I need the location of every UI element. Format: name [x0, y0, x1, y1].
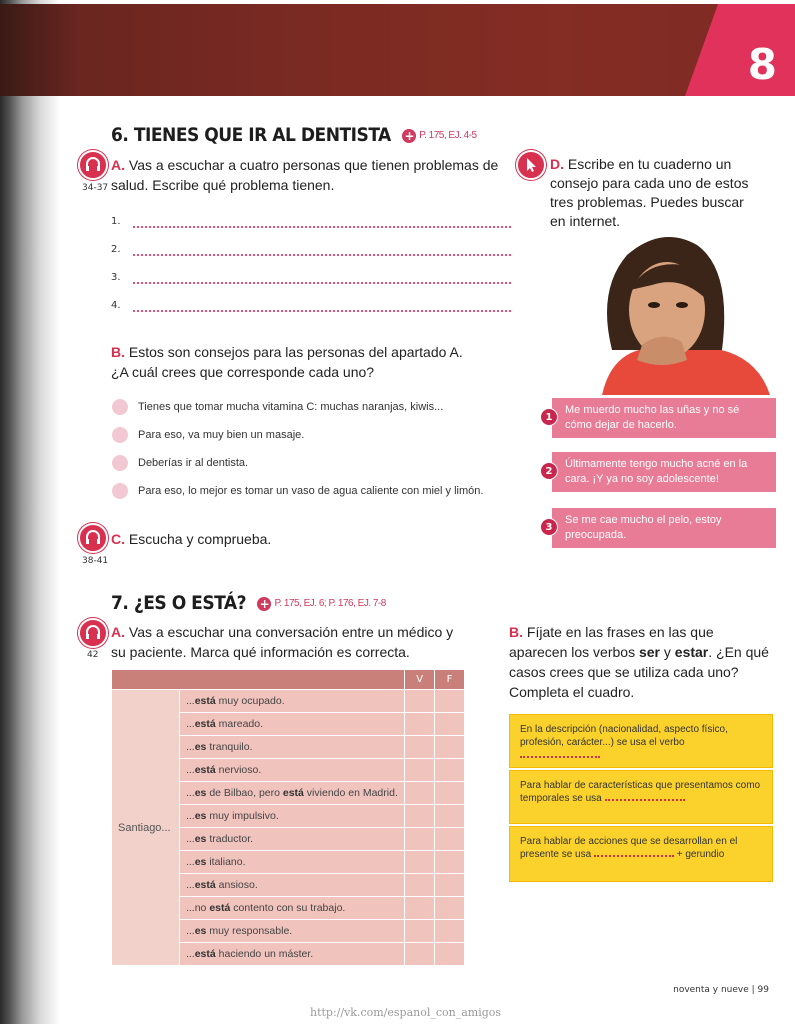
part-b-line1: Estos son consejos para las personas del apartado A. [128, 344, 463, 360]
statement-cell [179, 782, 404, 805]
bubble-number: 2 [540, 462, 558, 480]
statement-rest: muy ocupado. [215, 695, 285, 707]
watermark: http://vk.com/espanol_con_amigos [310, 1006, 502, 1019]
grammar-box-2[interactable] [509, 770, 773, 824]
statement-cell [179, 736, 404, 759]
page-number: noventa y nueve | 99 [673, 985, 769, 995]
statement-rest: de Bilbao, pero [206, 787, 283, 799]
statement-cell [179, 851, 404, 874]
statement-rest: nervioso. [215, 764, 262, 776]
statement-pre: ... [185, 787, 195, 799]
problem-text: Últimamente tengo mucho acné en la cara. ¡Y ya no soy adolescente! [565, 458, 748, 485]
part-d-line4: en internet. [550, 213, 621, 229]
statement-verb: es [194, 925, 207, 937]
header-f: F [435, 670, 465, 690]
false-checkbox[interactable] [435, 851, 465, 874]
statement-pre: ... [185, 833, 195, 845]
statement-verb: es [194, 810, 207, 822]
section-6-part-d-text [550, 155, 770, 231]
statement-verb: es [194, 856, 207, 868]
false-checkbox[interactable] [435, 874, 465, 897]
true-checkbox[interactable] [405, 920, 435, 943]
section-7-title [111, 592, 386, 614]
advice-item[interactable] [112, 427, 304, 443]
section-6-ref-text: P. 175, EJ. 4-5 [419, 130, 477, 141]
circle-marker-icon [112, 455, 128, 471]
part-b-line2: ¿A cuál crees que corresponde cada uno? [111, 364, 375, 380]
statement-rest: muy impulsivo. [206, 810, 279, 822]
statement-verb: está [194, 948, 216, 960]
track-number: 34-37 [82, 183, 109, 193]
answer-blank[interactable] [520, 750, 600, 758]
table-row [112, 690, 465, 713]
true-checkbox[interactable] [405, 690, 435, 713]
statement-cell [179, 713, 404, 736]
false-checkbox[interactable] [435, 713, 465, 736]
advice-text: Para eso, va muy bien un masaje. [138, 429, 305, 441]
statement-verb: está [194, 718, 216, 730]
part-a-line2: salud. Escribe qué problema tienen. [111, 177, 335, 193]
statement-pre: ... [185, 810, 195, 822]
false-checkbox[interactable] [435, 943, 465, 966]
section-6-title-text: 6. TIENES QUE IR AL DENTISTA [111, 124, 391, 146]
true-checkbox[interactable] [405, 805, 435, 828]
false-checkbox[interactable] [435, 828, 465, 851]
statement-rest: ansioso. [215, 879, 258, 891]
part-label: A. [111, 157, 125, 173]
problem-text: Me muerdo mucho las uñas y no sé cómo dejar de hacerlo. [565, 404, 740, 431]
grammar-box-text: En la descripción (nacionalidad, aspecto físico, profesión, carácter...) se usa el verbo [520, 724, 728, 748]
answer-line-number: 4. [111, 300, 121, 311]
true-checkbox[interactable] [405, 874, 435, 897]
false-checkbox[interactable] [435, 805, 465, 828]
true-checkbox[interactable] [405, 828, 435, 851]
track-number: 42 [87, 650, 99, 660]
book-spine-shadow [0, 0, 60, 1024]
part-b-line1: Fíjate en las frases en las que [526, 624, 714, 640]
bubble-number: 1 [540, 408, 558, 426]
girl-biting-nails-photo [572, 230, 770, 395]
part-d-line3: tres problemas. Puedes buscar [550, 194, 744, 210]
true-checkbox[interactable] [405, 897, 435, 920]
statement-verb: está [194, 879, 216, 891]
problem-text: Se me cae mucho el pelo, estoy preocupada. [565, 514, 722, 541]
true-checkbox[interactable] [405, 736, 435, 759]
track-number: 38-41 [82, 556, 109, 566]
statement-verb: está [209, 902, 231, 914]
statement-rest: haciendo un máster. [215, 948, 314, 960]
false-checkbox[interactable] [435, 897, 465, 920]
problem-bubble-2 [545, 452, 776, 492]
statement-cell [179, 690, 404, 713]
chapter-number: 8 [747, 40, 777, 89]
grammar-box-3[interactable] [509, 826, 773, 882]
headphones-icon[interactable] [78, 150, 108, 180]
statement-rest: contento con su trabajo. [230, 902, 346, 914]
section-6-part-a-text [111, 155, 511, 195]
statement-cell [179, 920, 404, 943]
problem-bubble-3 [545, 508, 776, 548]
problem-bubble-1 [545, 398, 776, 438]
subject-cell: Santiago... [112, 690, 180, 966]
part-b-line2-pre: aparecen los verbos [509, 644, 639, 660]
statement-pre: ... [185, 695, 195, 707]
advice-item[interactable] [112, 483, 483, 499]
statement-rest: italiano. [206, 856, 246, 868]
verb-estar: estar [674, 644, 709, 660]
header-banner [0, 4, 795, 96]
part-c-text: Escucha y comprueba. [128, 531, 272, 547]
advice-text: Tienes que tomar mucha vitamina C: muchas naranjas, kiwis... [138, 401, 444, 413]
advice-text: Deberías ir al dentista. [138, 457, 249, 469]
statement-verb: es [194, 833, 207, 845]
header-v: V [405, 670, 435, 690]
section-6-ref[interactable] [402, 129, 476, 143]
true-checkbox[interactable] [405, 943, 435, 966]
true-checkbox[interactable] [405, 713, 435, 736]
part-d-line1: Escribe en tu cuaderno un [567, 156, 732, 172]
grammar-box-text: Para hablar de acciones que se desarrollan en el presente se usa [520, 836, 738, 860]
part-a-line1: Vas a escuchar una conversación entre un médico y [128, 624, 454, 640]
section-6-part-c-text [111, 529, 411, 549]
part-label: C. [111, 531, 125, 547]
circle-marker-icon [112, 483, 128, 499]
statement-verb2: está [282, 787, 304, 799]
answer-line-3[interactable] [111, 272, 511, 286]
plus-icon: + [402, 129, 416, 143]
false-checkbox[interactable] [435, 736, 465, 759]
table-header-row [112, 670, 465, 690]
statement-pre: ...no [185, 902, 210, 914]
part-b-line2-post: . ¿En qué [708, 644, 769, 660]
part-b-line2-mid: y [660, 644, 675, 660]
statement-cell [179, 759, 404, 782]
section-7-part-a-text [111, 622, 491, 662]
statement-cell [179, 897, 404, 920]
section-6-title [111, 124, 477, 146]
headphones-icon[interactable] [78, 523, 108, 553]
part-b-line3: casos crees que se utiliza cada uno? [509, 664, 739, 680]
advice-item[interactable] [112, 399, 443, 415]
statement-rest: tranquilo. [206, 741, 253, 753]
advice-text: Para eso, lo mejor es tomar un vaso de agua caliente con miel y limón. [138, 485, 484, 497]
statement-pre: ... [185, 764, 195, 776]
statement-cell [179, 828, 404, 851]
statement-pre: ... [185, 948, 195, 960]
headphones-icon[interactable] [78, 618, 108, 648]
statement-rest: muy responsable. [206, 925, 293, 937]
grammar-box-suffix: + gerundio [676, 849, 725, 860]
true-checkbox[interactable] [405, 782, 435, 805]
true-checkbox[interactable] [405, 851, 435, 874]
statement-rest: mareado. [215, 718, 264, 730]
answer-line-number: 2. [111, 244, 121, 255]
statement-rest: traductor. [206, 833, 254, 845]
statement-verb: está [194, 695, 216, 707]
answer-line-number: 1. [111, 216, 121, 227]
part-a-line1: Vas a escuchar a cuatro personas que tienen problemas de [128, 157, 499, 173]
part-label: A. [111, 624, 125, 640]
false-checkbox[interactable] [435, 690, 465, 713]
verb-ser: ser [638, 644, 660, 660]
true-false-table [111, 669, 465, 966]
answer-blank[interactable] [605, 793, 685, 801]
circle-marker-icon [112, 399, 128, 415]
statement-cell [179, 805, 404, 828]
answer-line-4[interactable] [111, 300, 511, 314]
advice-item[interactable] [112, 455, 248, 471]
answer-line-number: 3. [111, 272, 121, 283]
false-checkbox[interactable] [435, 782, 465, 805]
statement-verb: está [194, 764, 216, 776]
statement-pre: ... [185, 879, 195, 891]
grammar-box-1[interactable] [509, 714, 773, 768]
statement-pre: ... [185, 741, 195, 753]
part-label: D. [550, 156, 564, 172]
section-6-part-b-text [111, 342, 511, 382]
part-b-line4: Completa el cuadro. [509, 684, 635, 700]
answer-line-2[interactable] [111, 244, 511, 258]
false-checkbox[interactable] [435, 920, 465, 943]
statement-cell [179, 943, 404, 966]
plus-icon: + [257, 597, 271, 611]
statement-pre: ... [185, 718, 195, 730]
table-header-blank [112, 670, 405, 690]
part-d-line2: consejo para cada uno de estos [550, 175, 749, 191]
answer-line-1[interactable] [111, 216, 511, 230]
statement-pre: ... [185, 856, 195, 868]
statement-rest2: viviendo en Madrid. [303, 787, 398, 799]
false-checkbox[interactable] [435, 759, 465, 782]
cursor-icon[interactable] [516, 150, 546, 180]
part-label: B. [111, 344, 125, 360]
circle-marker-icon [112, 427, 128, 443]
statement-verb: es [194, 741, 207, 753]
statement-verb: es [194, 787, 207, 799]
answer-blank[interactable] [594, 849, 674, 857]
bubble-number: 3 [540, 518, 558, 536]
section-7-title-text: 7. ¿ES O ESTÁ? [111, 592, 246, 614]
part-label: B. [509, 624, 523, 640]
true-checkbox[interactable] [405, 759, 435, 782]
part-a-line2: su paciente. Marca qué información es correcta. [111, 644, 410, 660]
section-7-part-b-text [509, 622, 773, 702]
statement-pre: ... [185, 925, 195, 937]
grammar-box-text: Para hablar de características que presentamos como temporales se usa [520, 780, 761, 804]
section-7-ref[interactable] [257, 597, 385, 611]
statement-cell [179, 874, 404, 897]
section-7-ref-text: P. 175, EJ. 6; P. 176, EJ. 7-8 [274, 598, 386, 609]
